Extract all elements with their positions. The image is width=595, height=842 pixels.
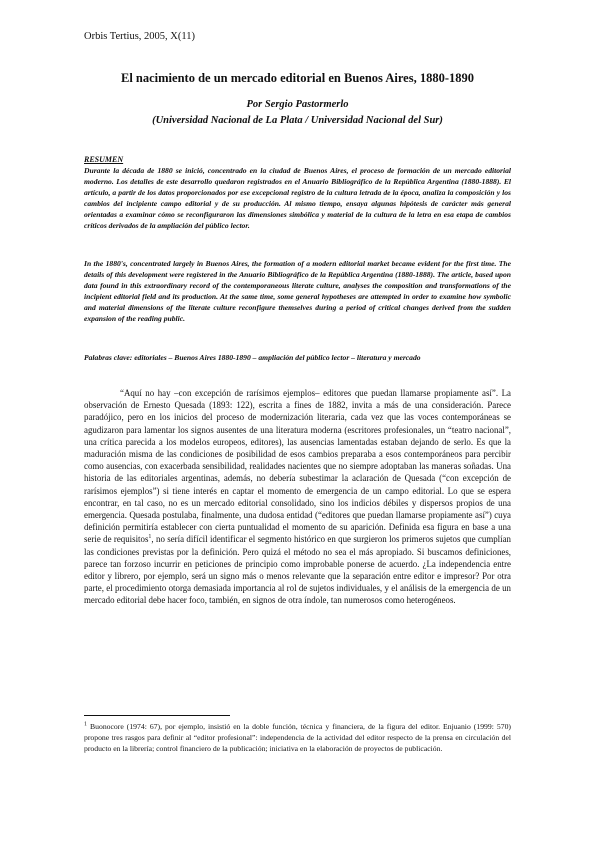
body-text-part-1: “Aquí no hay –con excepción de rarísimos ejemplos– editores que puedan llamarse propiamente así”. La observación de Ernesto Quesada (1893: 122), escrita a fines de 1882, invita a más de una consideración. Parece paradójico, pero en los inicios del proceso de modernización literaria, cada vez que las voces contemporáneas se agudizaron para lamentar los signos ausentes de una literatura moderna (escritores profesionales, un “teatro nacional”, una crítica parecida a los modelos europeos, editores), las ausencias lamentadas estaban dejando de serlo. Es que la maduración misma de las condiciones de posibilidad de esos cambios preparaba a esos contemporáneos para percibir como ausencias, con exacerbada sensibilidad, realidades nacientes que no siempre adoptaban las maneras soñadas. Una historia de las editoriales argentinas, además, no debería subestimar la aclaración de Quesada (“con excepción de rarísimos ejemplos”) si tiene interés en captar el momento de emergencia de un campo editorial. Lo que se espera encontrar, en tal caso, no es un mercado editorial consolidado, sino los indicios débiles y dispersos propios de una emergencia. Quesada postulaba, finalmente, una dudosa entidad (“editores que puedan llamarse propiamente así”) cuya definición permitiría establecer con cierta puntualidad el momento de su aparición. Definida esa figura en base a una serie de requisitos bbox=[84, 388, 511, 545]
footnote-number: 1 bbox=[84, 721, 87, 728]
keywords: Palabras clave: editoriales – Buenos Aires 1880-1890 – ampliación del público lector – literatura y mercado bbox=[84, 353, 421, 362]
abstract-heading: RESUMEN bbox=[84, 155, 124, 164]
article-author: Por Sergio Pastormerlo bbox=[246, 99, 349, 110]
journal-citation: Orbis Tertius, 2005, X(11) bbox=[84, 31, 195, 42]
footnote-divider bbox=[84, 715, 230, 716]
author-affiliation: (Universidad Nacional de La Plata / Universidad Nacional del Sur) bbox=[152, 115, 443, 126]
abstract-english: In the 1880's, concentrated largely in Buenos Aires, the formation of a modern editorial market became evident for the first time. The details of this development were registered in the Anuario Bibliográfico de la República Argentina (1880-1888). The article, based upon data found in this extraordinary record of the contemporaneous literate culture, analyses the composition and transformations of the incipient editorial field and its production. At the same time, some general hypotheses are attempted in order to examine how symbolic and material dimensions of the literate culture reconfigure themselves during a period of critical changes derived from the sudden expansion of the reading public. bbox=[84, 259, 511, 323]
footnote-reference[interactable]: 1 bbox=[148, 534, 152, 541]
body-paragraph bbox=[84, 387, 511, 607]
abstract-spanish: Durante la década de 1880 se inició, concentrado en la ciudad de Buenos Aires, el proceso de formación de un mercado editorial moderno. Los detalles de este desarrollo quedaron registrados en el Anuario Bibliográfico de la República Argentina (1880-1888). El artículo, a partir de los datos proporcionados por ese excepcional registro de la cultura letrada de la época, analiza la composición y los cambios del incipiente campo editorial y de su producción. Al mismo tiempo, ensaya algunas hipótesis de carácter más general orientadas a examinar cómo se reconfiguraron las dimensiones simbólica y material de la cultura de la letra en esa etapa de cambios críticos derivados de la ampliación del público lector. bbox=[84, 166, 511, 230]
body-text-part-2: , no sería difícil identificar el segmento histórico en que surgieron los primeros sujetos que cumplían las condiciones previstas por la definición. Pero quizá el método no sea el más apropiado. Si buscamos definiciones, parece tan forzoso incurrir en peticiones de principio como improbable ponerse de acuerdo. ¿La independencia entre editor y librero, por ejemplo, será un signo más o menos relevante que la separación entre editor e impresor? Por otra parte, el procedimiento otorga demasiada importancia al rol de sujetos individuales, y el análisis de la emergencia de un mercado editorial debe hacer foco, también, en signos de otra índole, tan numerosos como heterogéneos. bbox=[84, 534, 511, 606]
footnote-text: Buonocore (1974: 67), por ejemplo, insistió en la doble función, técnica y financiera, de la figura del editor. Enjuanio (1999: 570) propone tres rasgos para definir al “editor profesional”: independencia de la actividad del editor respecto de la prensa en circulación del producto en la librería; control financiero de la publicación; iniciativa en la elaboración de proyectos de publicación. bbox=[84, 722, 511, 753]
footnote bbox=[84, 721, 511, 754]
article-title: El nacimiento de un mercado editorial en Buenos Aires, 1880-1890 bbox=[120, 71, 474, 85]
